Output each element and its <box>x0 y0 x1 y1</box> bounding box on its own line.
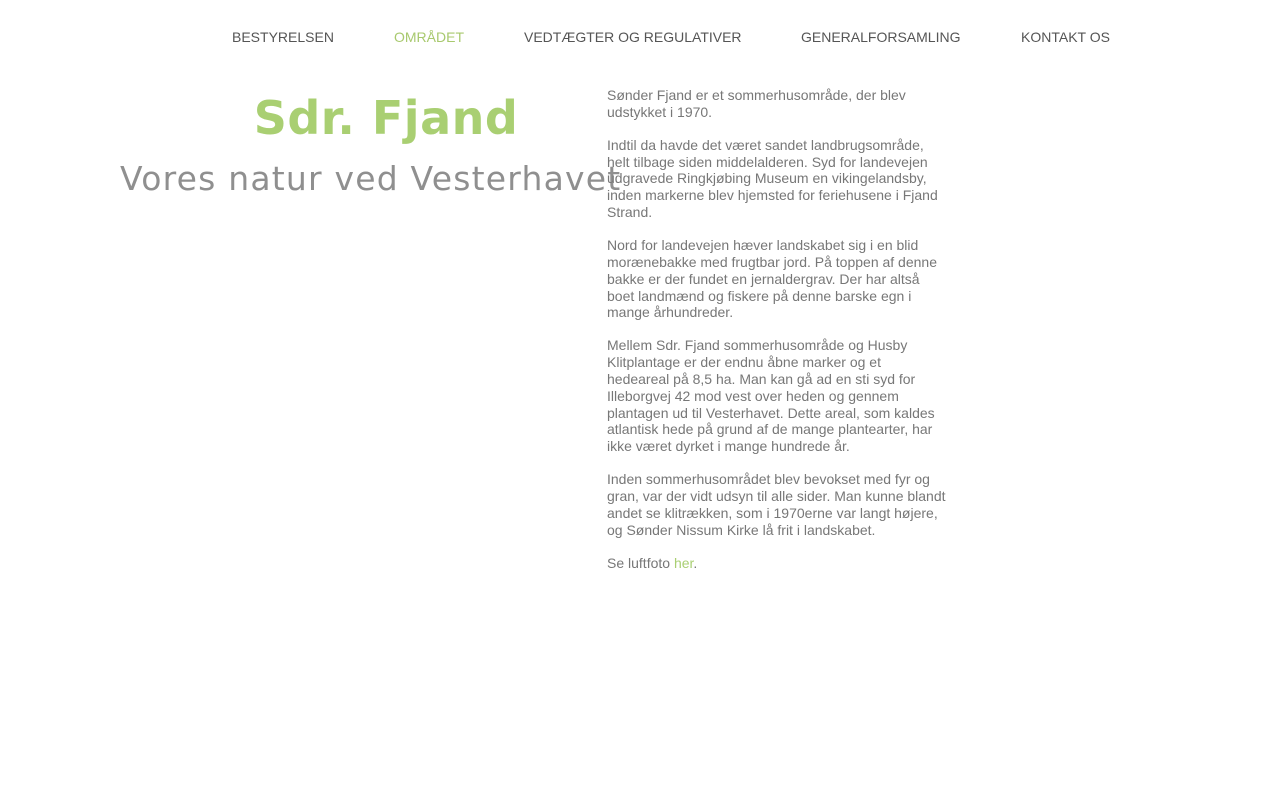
paragraph-landscape: Nord for landevejen hæver landskabet sig i en blid morænebakke med frugtbar jord. På toppen af denne bakke er der fundet en jernaldergrav. Der har altså boet landmænd og fiskere på denne barske egn i mange århundreder. <box>607 237 937 321</box>
nav-item-vedtaegter[interactable]: VEDTÆGTER OG REGULATIVER <box>524 29 742 45</box>
aerial-photo-line <box>607 555 947 572</box>
aerial-photo-prefix: Se luftfoto <box>607 554 674 571</box>
article-body <box>607 87 947 588</box>
aerial-photo-link[interactable]: her <box>673 554 694 571</box>
paragraph-view: Inden sommerhusområdet blev bevokset med fyr og gran, var der vidt udsyn til alle sider. Man kunne blandt andet se klitrækken, som i 1970erne var langt højere, og Sønder Nissum Kirke lå frit i landskabet. <box>607 471 946 538</box>
paragraph-intro: Sønder Fjand er et sommerhusområde, der blev udstykket i 1970. <box>607 87 906 120</box>
aerial-photo-suffix: . <box>693 554 698 571</box>
nav-item-kontakt[interactable]: KONTAKT OS <box>1021 29 1110 45</box>
page-title: Sdr. Fjand <box>253 91 519 145</box>
paragraph-history: Indtil da havde det været sandet landbrugsområde, helt tilbage siden middelalderen. Syd for landevejen udgravede Ringkjøbing Museum en vikingelandsby, inden markerne blev hjemsted for feriehusene i Fjand Strand. <box>607 136 938 221</box>
page-subtitle: Vores natur ved Vesterhavet <box>120 159 622 198</box>
nav-item-bestyrelsen[interactable]: BESTYRELSEN <box>232 29 334 45</box>
paragraph-heath: Mellem Sdr. Fjand sommerhusområde og Husby Klitplantage er der endnu åbne marker og et hedeareal på 8,5 ha. Man kan gå ad en sti syd for Illeborgvej 42 mod vest over heden og gennem plantagen ud til Vesterhavet. Dette areal, som kaldes atlantisk hede på grund af de mange plantearter, har ikke været dyrket i mange hundrede år. <box>607 337 935 455</box>
nav-item-omraadet[interactable]: OMRÅDET <box>394 29 464 45</box>
main-navigation <box>0 0 1280 74</box>
nav-item-generalforsamling[interactable]: GENERALFORSAMLING <box>801 29 961 45</box>
